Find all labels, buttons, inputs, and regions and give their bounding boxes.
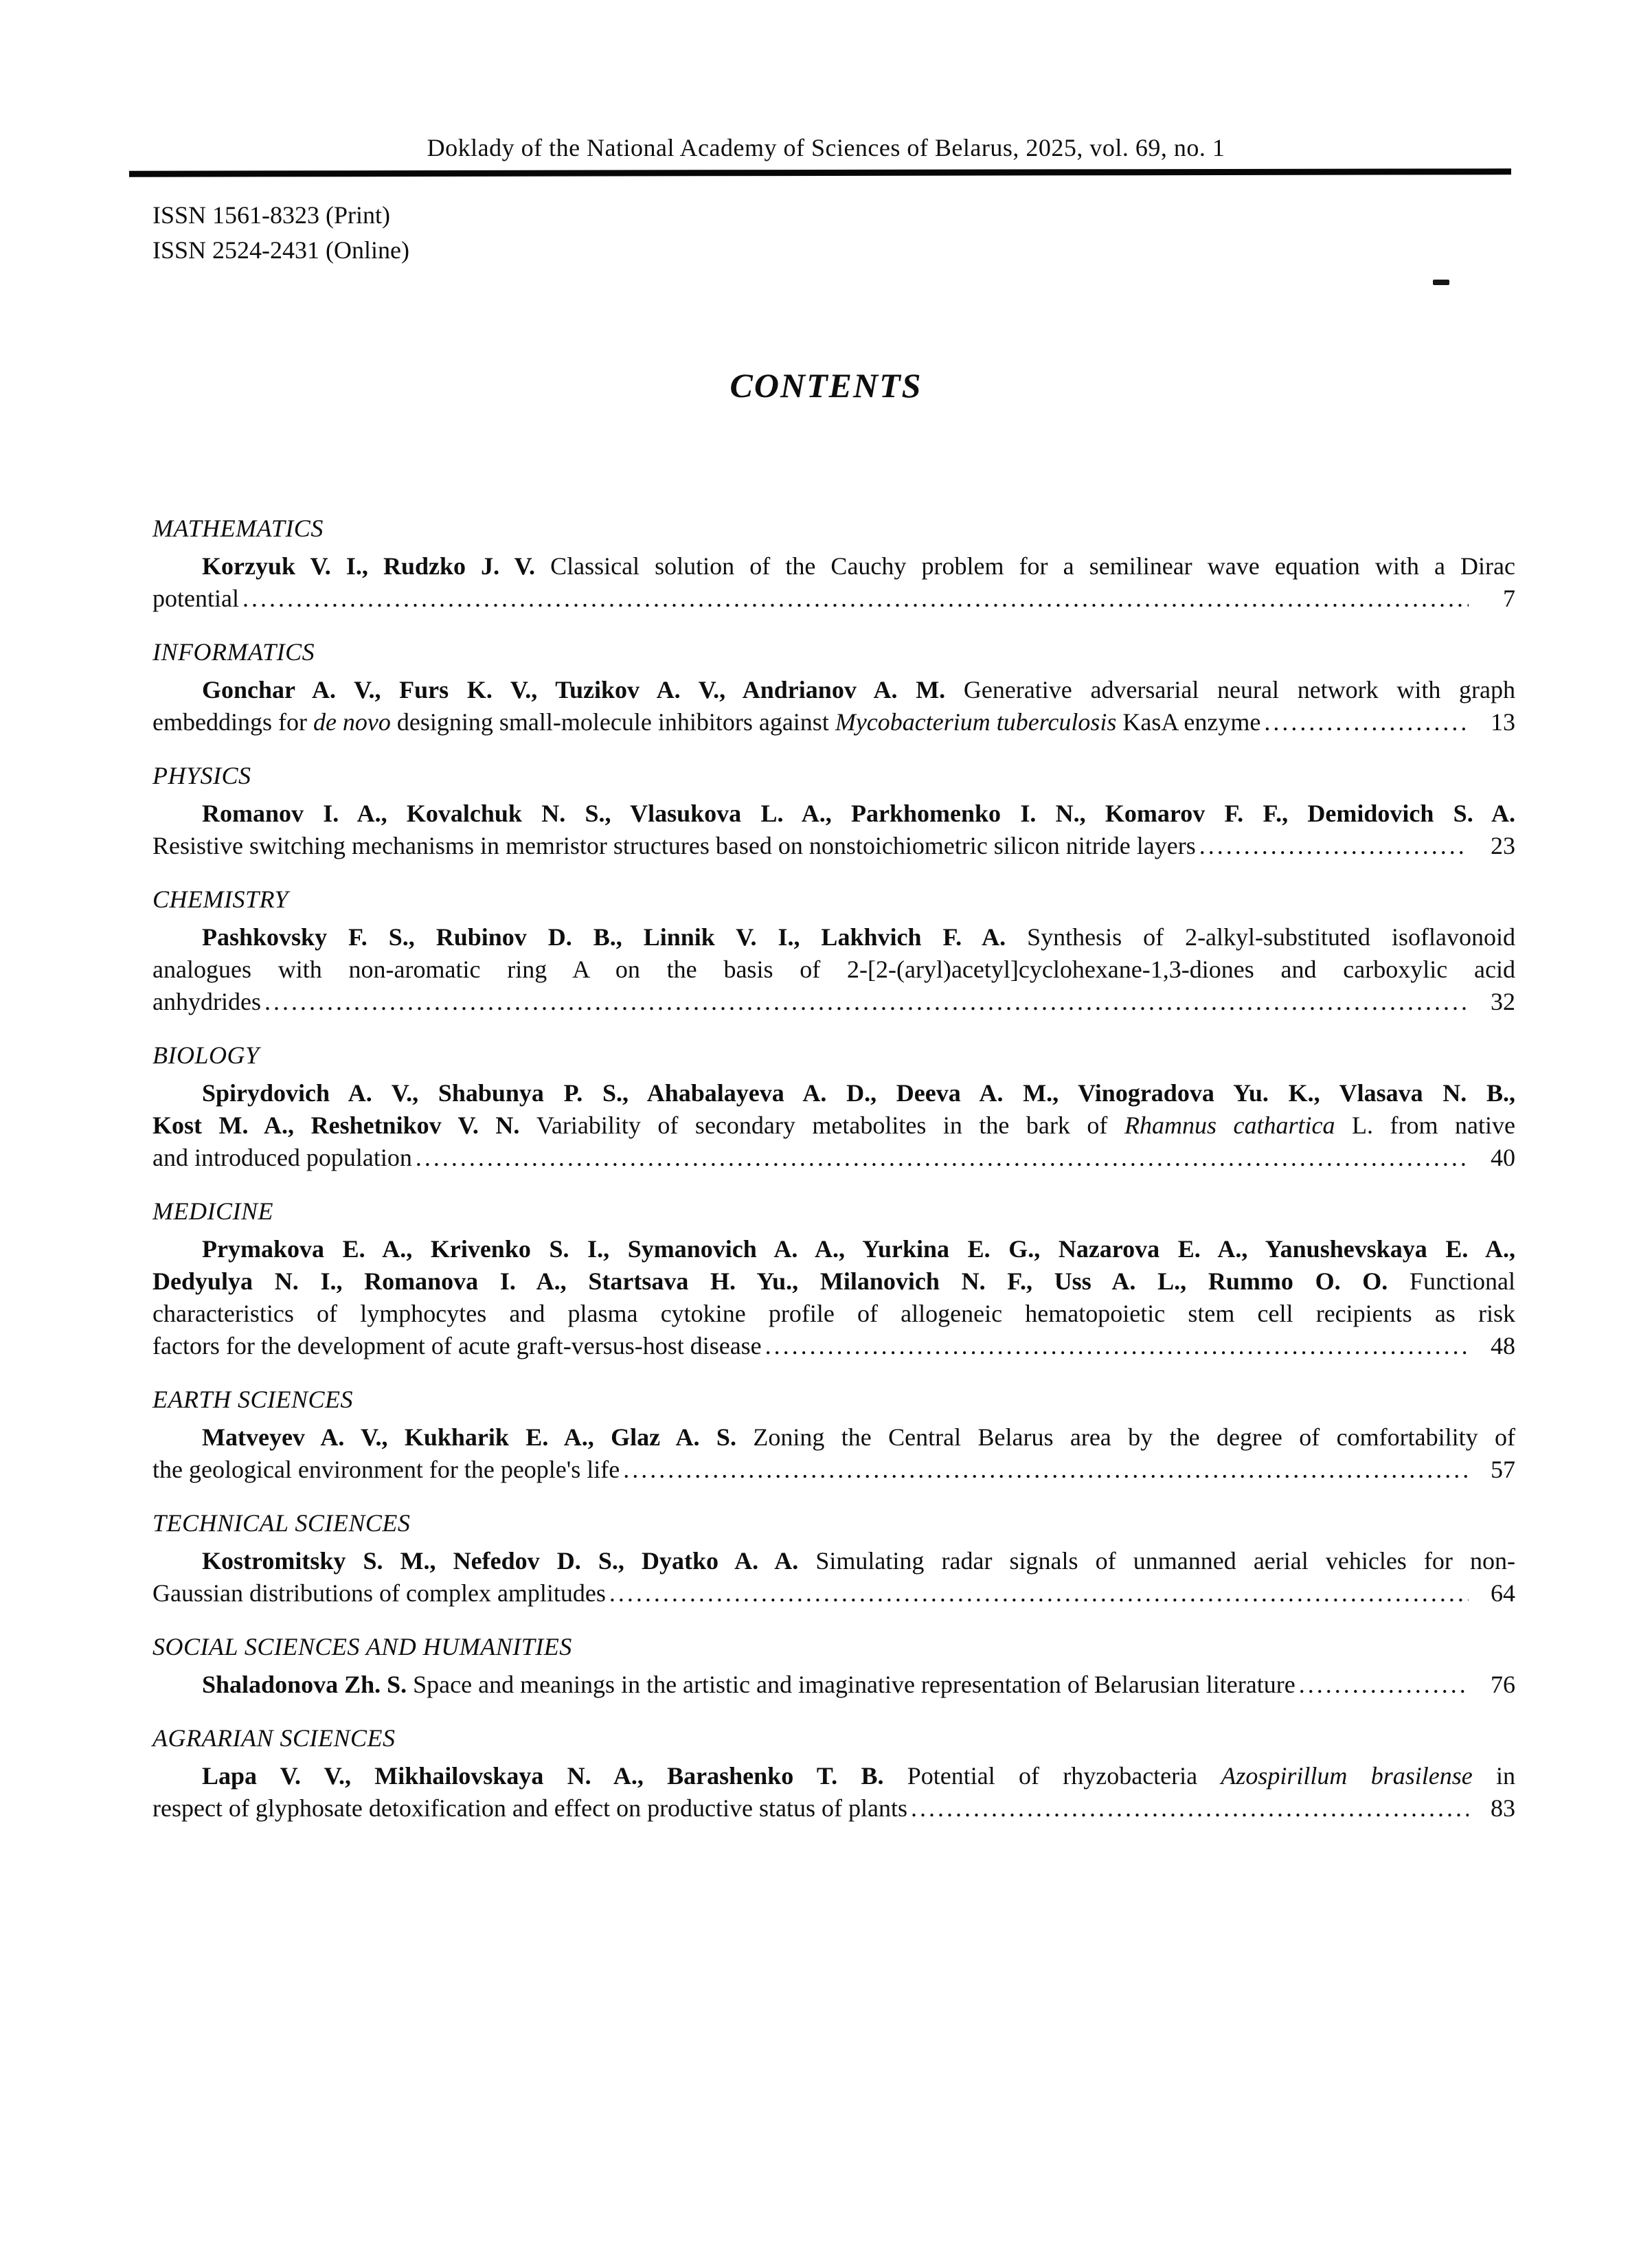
- section-heading: EARTH SCIENCES: [152, 1386, 353, 1413]
- entry-text-segment: potential: [152, 585, 239, 612]
- entry-line-text: [152, 1142, 412, 1174]
- dot-leader: [609, 1577, 1469, 1610]
- dot-leader: [1199, 830, 1469, 862]
- section-heading: MEDICINE: [152, 1197, 273, 1225]
- page-number: 23: [1491, 832, 1515, 859]
- entry-line-text: [152, 583, 239, 615]
- entry-text-segment: Functional: [1410, 1267, 1515, 1295]
- entry-line-text: [152, 830, 1196, 862]
- page-number: 48: [1491, 1332, 1515, 1360]
- entry-line-text: [152, 1792, 907, 1825]
- entry-text-segment: Mycobacterium tuberculosis: [835, 708, 1117, 736]
- entry-text-segment: Zoning the Central Belarus area by the degree of comfortability of: [753, 1423, 1516, 1451]
- entry-line-text: [152, 1669, 1295, 1701]
- entry-text-segment: Gaussian distributions of complex amplitudes: [152, 1579, 606, 1607]
- section-heading: MATHEMATICS: [152, 515, 324, 542]
- toc-entry: [152, 550, 1515, 615]
- entry-text-segment: Pashkovsky F. S., Rubinov D. B., Linnik V. I., Lakhvich F. A.: [202, 923, 1028, 951]
- entry-text-segment: Simulating radar signals of unmanned aerial vehicles for non-: [815, 1547, 1516, 1575]
- page-number: 32: [1491, 988, 1515, 1015]
- section-heading: TECHNICAL SCIENCES: [152, 1509, 411, 1537]
- entry-text-segment: analogues with non-aromatic ring A on the basis of 2-[2-(aryl)acetyl]cyclohexane-1,3-diones and carboxylic acid: [152, 956, 1515, 983]
- entry-last-line: [152, 1330, 1515, 1362]
- entry-last-line: [152, 986, 1515, 1018]
- section-heading: AGRARIAN SCIENCES: [152, 1724, 396, 1752]
- section-informatics: [152, 636, 1515, 738]
- issn-online: ISSN 2524-2431 (Online): [152, 236, 409, 264]
- entry-line: [152, 954, 1515, 986]
- section-heading: CHEMISTRY: [152, 886, 288, 913]
- section-social-sciences-and-humanities: [152, 1631, 1515, 1701]
- toc-entry: [152, 798, 1515, 862]
- toc: [152, 512, 1515, 1825]
- section-heading: INFORMATICS: [152, 638, 315, 666]
- entry-last-line: [152, 1577, 1515, 1610]
- entry-text-segment: and introduced population: [152, 1144, 412, 1171]
- page-number: 76: [1491, 1671, 1515, 1698]
- page-number: 64: [1491, 1579, 1515, 1607]
- page-number: 57: [1491, 1456, 1515, 1483]
- entry-text-segment: Lapa V. V., Mikhailovskaya N. A., Barashenko T. B.: [202, 1762, 907, 1790]
- dot-leader: [623, 1454, 1469, 1486]
- entry-text-segment: Generative adversarial neural network with graph: [963, 676, 1515, 703]
- dot-leader: [416, 1142, 1469, 1174]
- entry-line: [152, 798, 1515, 830]
- entry-line-text: [152, 1577, 606, 1610]
- entry-text-segment: Prymakova E. A., Krivenko S. I., Symanovich A. A., Yurkina E. G., Nazarova E. A., Yanushevskaya E. A.,: [202, 1235, 1515, 1263]
- entry-text-segment: factors for the development of acute graft-versus-host disease: [152, 1332, 762, 1360]
- section-biology: [152, 1039, 1515, 1174]
- dot-leader: [1299, 1669, 1469, 1701]
- entry-text-segment: Space and meanings in the artistic and imaginative representation of Belarusian literature: [413, 1671, 1295, 1698]
- section-heading: SOCIAL SCIENCES AND HUMANITIES: [152, 1633, 572, 1660]
- toc-entry: [152, 674, 1515, 738]
- entry-text-segment: Shaladonova Zh. S.: [202, 1671, 414, 1698]
- entry-last-line: [152, 830, 1515, 862]
- page-number: 13: [1491, 708, 1515, 736]
- entry-text-segment: Spirydovich A. V., Shabunya P. S., Ahabalayeva A. D., Deeva A. M., Vinogradova Yu. K., Vlasava N. B.,: [202, 1079, 1515, 1107]
- section-mathematics: [152, 512, 1515, 615]
- dot-leader: [1264, 706, 1469, 738]
- stray-mark: [1433, 280, 1449, 285]
- entry-text-segment: Kostromitsky S. M., Nefedov D. S., Dyatko A. A.: [202, 1547, 816, 1575]
- entry-text-segment: embeddings for: [152, 708, 313, 736]
- entry-text-segment: Azospirillum brasilense: [1221, 1762, 1473, 1790]
- journal-header: Doklady of the National Academy of Sciences of Belarus, 2025, vol. 69, no. 1: [427, 134, 1225, 161]
- entry-last-line: [152, 1792, 1515, 1825]
- dot-leader: [911, 1792, 1469, 1825]
- entry-line: [152, 921, 1515, 954]
- entry-text-segment: Rhamnus cathartica: [1124, 1112, 1335, 1139]
- toc-entry: [152, 1669, 1515, 1701]
- entry-text-segment: Matveyev A. V., Kukharik E. A., Glaz A. S.: [202, 1423, 754, 1451]
- entry-line: [152, 1760, 1515, 1792]
- entry-line: [152, 1298, 1515, 1330]
- entry-text-segment: respect of glyphosate detoxification and effect on productive status of plants: [152, 1794, 908, 1822]
- entry-text-segment: anhydrides: [152, 988, 261, 1015]
- entry-last-line: [152, 1142, 1515, 1174]
- toc-entry: [152, 1545, 1515, 1610]
- entry-text-segment: de novo: [313, 708, 391, 736]
- dot-leader: [765, 1330, 1469, 1362]
- entry-last-line: [152, 583, 1515, 615]
- issn-print: ISSN 1561-8323 (Print): [152, 201, 391, 229]
- dot-leader: [264, 986, 1469, 1018]
- entry-last-line: [152, 1454, 1515, 1486]
- page-number: 7: [1503, 585, 1515, 612]
- entry-text-segment: Synthesis of 2-alkyl-substituted isoflavonoid: [1027, 923, 1515, 951]
- entry-text-segment: Dedyulya N. I., Romanova I. A., Startsava H. Yu., Milanovich N. F., Uss A. L., Rummo O. O.: [152, 1267, 1410, 1295]
- entry-text-segment: Kost M. A., Reshetnikov V. N.: [152, 1112, 536, 1139]
- entry-text-segment: Classical solution of the Cauchy problem for a semilinear wave equation with a Dirac: [550, 552, 1516, 580]
- section-medicine: [152, 1195, 1515, 1362]
- header-rule: [129, 168, 1511, 177]
- toc-entry: [152, 1760, 1515, 1825]
- section-agrarian-sciences: [152, 1722, 1515, 1825]
- entry-line-text: [152, 986, 261, 1018]
- entry-text-segment: designing small-molecule inhibitors against: [390, 708, 835, 736]
- entry-text-segment: the geological environment for the people's life: [152, 1456, 620, 1483]
- section-physics: [152, 760, 1515, 862]
- entry-line-text: [152, 706, 1260, 738]
- toc-entry: [152, 1233, 1515, 1362]
- page-number: 40: [1491, 1144, 1515, 1171]
- section-chemistry: [152, 883, 1515, 1018]
- entry-last-line: [152, 706, 1515, 738]
- toc-entry: [152, 1077, 1515, 1174]
- section-heading: BIOLOGY: [152, 1041, 260, 1069]
- entry-text-segment: Variability of secondary metabolites in the bark of: [536, 1112, 1124, 1139]
- entry-line: [152, 1421, 1515, 1454]
- entry-line: [152, 1233, 1515, 1265]
- section-earth-sciences: [152, 1384, 1515, 1486]
- entry-text-segment: KasA enzyme: [1116, 708, 1261, 736]
- entry-text-segment: Gonchar A. V., Furs K. V., Tuzikov A. V., Andrianov A. M.: [202, 676, 964, 703]
- entry-text-segment: Romanov I. A., Kovalchuk N. S., Vlasukova L. A., Parkhomenko I. N., Komarov F. F., Demidovich S. A.: [202, 800, 1515, 827]
- toc-entry: [152, 921, 1515, 1018]
- entry-text-segment: Potential of rhyzobacteria: [907, 1762, 1221, 1790]
- section-heading: PHYSICS: [152, 762, 251, 789]
- entry-text-segment: Resistive switching mechanisms in memristor structures based on nonstoichiometric silicon nitride layers: [152, 832, 1196, 859]
- entry-text-segment: characteristics of lymphocytes and plasma cytokine profile of allogeneic hematopoietic stem cell recipients as risk: [152, 1300, 1515, 1327]
- issn-block: [152, 198, 409, 268]
- entry-line: [152, 674, 1515, 706]
- entry-text-segment: L. from native: [1335, 1112, 1516, 1139]
- entry-line: [152, 550, 1515, 583]
- entry-line: [152, 1265, 1515, 1298]
- entry-text-segment: Korzyuk V. I., Rudzko J. V.: [202, 552, 551, 580]
- entry-line-text: [152, 1454, 620, 1486]
- dot-leader: [242, 583, 1469, 615]
- entry-line: [152, 1545, 1515, 1577]
- entry-last-line: [152, 1669, 1515, 1701]
- entry-line: [152, 1109, 1515, 1142]
- section-technical-sciences: [152, 1507, 1515, 1610]
- toc-entry: [152, 1421, 1515, 1486]
- entry-text-segment: in: [1472, 1762, 1515, 1790]
- page-number: 83: [1491, 1794, 1515, 1822]
- entry-line-text: [152, 1330, 762, 1362]
- entry-line: [152, 1077, 1515, 1109]
- page-title: CONTENTS: [729, 366, 923, 405]
